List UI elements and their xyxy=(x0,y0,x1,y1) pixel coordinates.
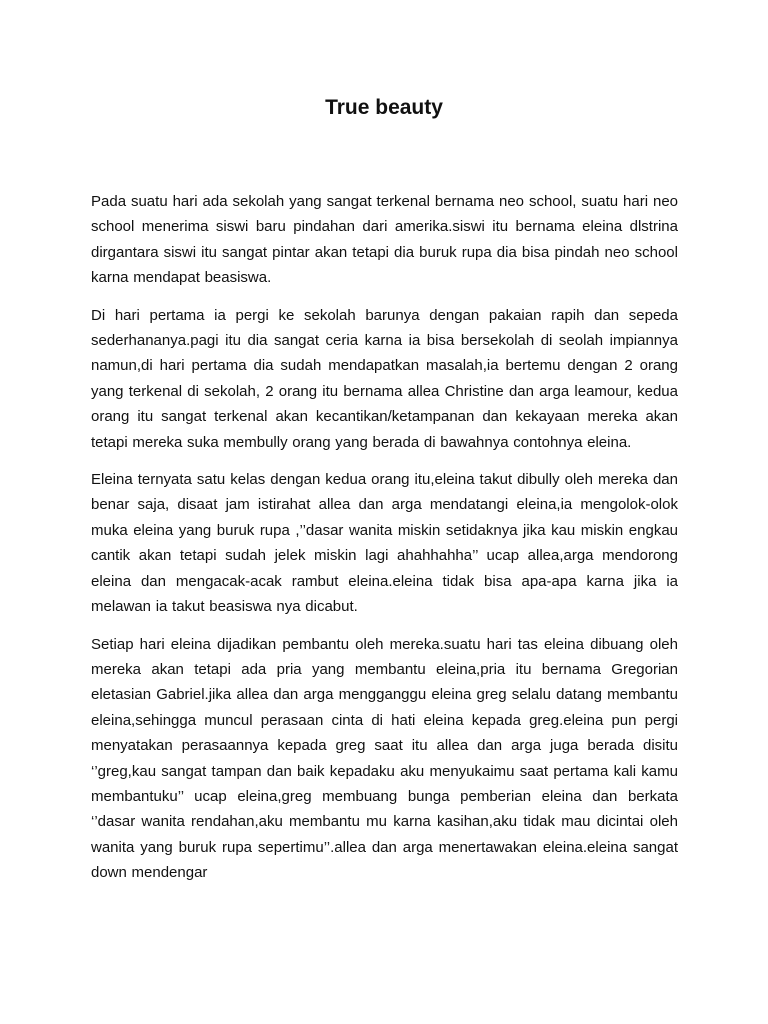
paragraph: Setiap hari eleina dijadikan pembantu oleh mereka.suatu hari tas eleina dibuang oleh mereka akan tetapi ada pria yang membantu eleina,pria itu bernama Gregorian eletasian Gabriel.jika allea dan arga mengganggu eleina greg selalu datang membantu eleina,sehingga muncul perasaan cinta di hati eleina kepada greg.eleina pun pergi menyatakan perasaannya kepada greg saat itu allea dan arga juga berada disitu ‘’greg,kau sangat tampan dan baik kepadaku aku menyukaimu saat pertama kali kamu membantuku’’ ucap eleina,greg membuang bunga pemberian eleina dan berkata ‘’dasar wanita rendahan,aku membantu mu karna kasihan,aku tidak mau dicintai oleh wanita yang buruk rupa sepertimu’’.allea dan arga menertawakan eleina.eleina sangat down mendengar xyxy=(91,635,678,882)
paragraph: Eleina ternyata satu kelas dengan kedua orang itu,eleina takut dibully oleh mereka dan benar saja, disaat jam istirahat allea dan arga mendatangi eleina,ia mengolok-olok muka eleina yang buruk rupa ,’’dasar wanita miskin setidaknya jika kau miskin engkau cantik akan tetapi sudah jelek miskin lagi ahahhahha’’ ucap allea,arga mendorong eleina dan mengacak-acak rambut eleina.eleina tidak bisa apa-apa karna jika ia melawan ia takut beasiswa nya dicabut. xyxy=(91,471,678,616)
document-title: True beauty xyxy=(325,96,443,119)
paragraph: Di hari pertama ia pergi ke sekolah barunya dengan pakaian rapih dan sepeda sederhananya.pagi itu dia sangat ceria karna ia bisa bersekolah di seolah impiannya namun,di hari pertama dia sudah mendapatkan masalah,ia bertemu dengan 2 orang yang terkenal di sekolah, 2 orang itu bernama allea Christine dan arga leamour, kedua orang itu sangat terkenal akan kecantikan/ketampanan dan kekayaan mereka akan tetapi mereka suka membully orang yang berada di bawahnya contohnya eleina. xyxy=(91,306,678,451)
document-body xyxy=(91,189,678,898)
paragraph: Pada suatu hari ada sekolah yang sangat terkenal bernama neo school, suatu hari neo school menerima siswi baru pindahan dari amerika.siswi itu bernama eleina dlstrina dirgantara siswi itu sangat pintar akan tetapi dia buruk rupa dia bisa pindah neo school karna mendapat beasiswa. xyxy=(91,193,678,287)
